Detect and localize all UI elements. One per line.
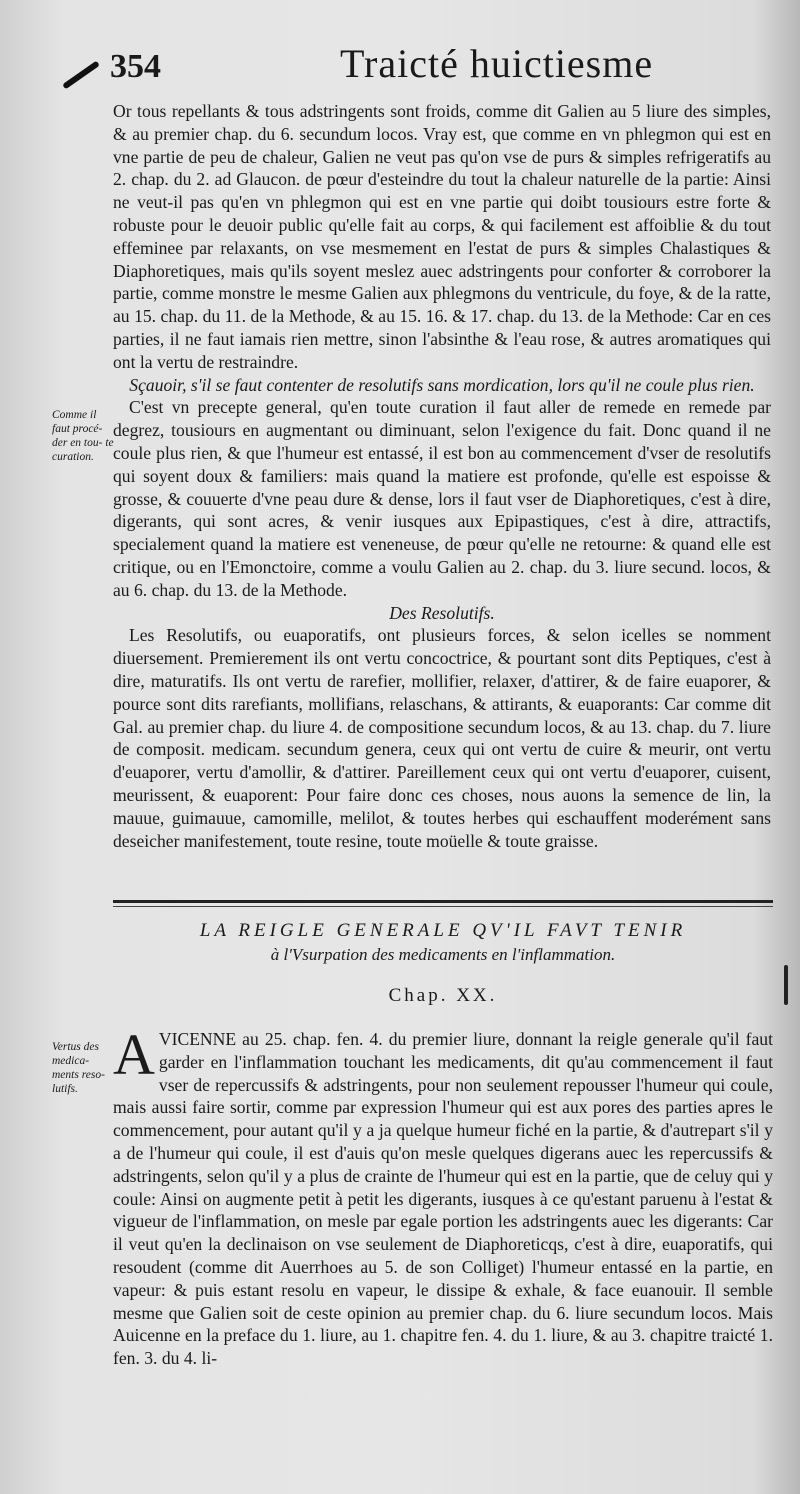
main-text bbox=[113, 100, 771, 852]
drop-cap: A bbox=[113, 1022, 155, 1087]
subheading-des-resolutifs: Des Resolutifs. bbox=[389, 602, 495, 623]
chapter-subtitle: à l'Vsurpation des medicaments en l'inflammation. bbox=[270, 945, 616, 964]
paragraph-3: Les Resolutifs, ou euaporatifs, ont plusieurs forces, & selon icelles se nomment diuersement. Premierement ils ont vertu concoctrice, & pourtant sont dits Peptiques, c'est à dire, maturatifs. Ils ont vertu de rarefier, mollifier, relaxer, d'attirer, & de faire euaporer, & pource sont dits rarefiants, mollifians, relaschans, & attirants, & euaporants: Car comme dit Gal. au premier chap. du liure 4. de compositione secundum locos, & au 13. chap. du 7. liure de composit. medicam. secundum genera, ceux qui ont vertu de cuire & meurir, ont vertu d'euaporer, vertu d'amollir, & d'attirer. Pareillement ceux qui ont vertu d'euaporer, cuisent, meurissent, & euaporent: Pour faire donc ces choses, nous auons la semence de lin, la mauue, guimauue, camomille, melilot, & toutes herbes qui eschauffent moderément sans deseicher manifestement, toute resine, toute moüelle & toute graisse. bbox=[113, 625, 771, 851]
page-number: 354 bbox=[110, 48, 161, 85]
paragraph-1: Or tous repellants & tous adstringents sont froids, comme dit Galien au 5 liure des simples, & au premier chap. du 6. secundum locos. Vray est, que comme en vn phlegmon qui est en vne partie de peu de chaleur, Galien ne veut pas qu'on vse de purs & simples refrigeratifs au 2. chap. du 2. ad Glaucon. de pœur d'esteindre du tout la chaleur naturelle de la partie: Ainsi ne veut-il pas qu'en vn phlegmon qui est en vne partie qui doibt tousiours estre forte & robuste pour le deuoir public qu'elle fait au corps, & qui facilement est affoiblie & du tout effeminee par relaxants, on vse mesmement en l'estat de purs & simples Chalastiques & Diaphoretiques, mais qu'ils soyent meslez auec adstringents pour conforter & corroborer la partie, comme monstre le mesme Galien aux phlegmons du ventricule, du foye, & de la ratte, au 15. chap. du 11. de la Methode, & au 15. 16. & 17. chap. du 13. de la Methode: Car en ces parties, il ne faut iamais rien mettre, sinon l'absinthe & l'eau rose, & autres aromatiques qui ont la vertu de restraindre. bbox=[113, 101, 771, 372]
chapter-number: Chap. XX. bbox=[388, 985, 498, 1006]
chapter-body bbox=[113, 1022, 773, 1370]
paragraph-2: C'est vn precepte general, qu'en toute curation il faut aller de remede en remede par degrez, tousiours en augmentant ou diminuant, selon l'exigence du fait. Donc quand il ne coule plus rien, & que l'humeur est entassé, il est bon au commencement d'vser de resolutifs qui soyent doux & familiers: mais quand la matiere est profonde, qu'elle est espoisse & grosse, & couuerte d'vne peau dure & dense, lors il faut vser de Diaphoretiques, c'est à dire, digerants, qui sont acres, & venir iusques aux Epipastiques, c'est à dire, attractifs, specialement quand la matiere est veneneuse, de pœur qu'elle ne retourne: & quand elle est critique, ou en l'Emonctoire, comme a voulu Galien au 2. chap. du 3. liure secund. locos, & au 6. chap. du 13. de la Methode. bbox=[113, 397, 771, 600]
margin-note-curation: Comme il faut procé- der en tou- te curation. bbox=[52, 409, 114, 463]
binding-mark bbox=[784, 965, 788, 1005]
margin-note-vertus: Vertus des medica- ments reso- lutifs. bbox=[52, 1041, 105, 1095]
page-header bbox=[60, 40, 760, 90]
running-title: Traicté huictiesme bbox=[340, 41, 654, 86]
section-rule-thin bbox=[113, 906, 773, 907]
chapter-text: VICENNE au 25. chap. fen. 4. du premier liure, donnant la reigle generale qu'il faut garder en l'inflammation touchant les medicaments, dit qu'au commencement il faut vser de repercussifs & adstringents, pour non seulement repousser l'humeur qui coule, mais aussi faire sortir, comme par expression l'humeur qui est aux pores des parties apres le commencement, pour autant qu'il y a ja quelque humeur fiché en la partie, & d'autrepart s'il y a de l'humeur qui coule, il est d'auis qu'on mesle quelques digerans auec les repercussifs & adstringents, selon qu'il y a plus de crainte de l'humeur qui est en la partie, que de celuy qui y coule: Ainsi on augmente petit à petit les digerants, iusques à ce qu'estant paruenu à l'estat & vigueur de l'inflammation, on mesle par egale portion les adstringents auec les digerants: Car il veut qu'en la declinaison on vse seulement de Diaphoreticqs, c'est à dire, euaporatifs, qui resoudent (comme dit Auerrhoes au 5. de son Colliget) l'humeur entassé en la partie, en vapeur: & puis estant resolu en vapeur, le dissipe & exhale, & face euanouir. Il semble mesme que Galien soit de ceste opinion au premier chap. du 6. liure secundum locos. Mais Auicenne en la preface du 1. liure, au 1. chapitre fen. 4. du 1. liure, & au 3. chapitre traicté 1. fen. 3. du 4. li- bbox=[113, 1029, 773, 1369]
subheading-resolutifs-question: Sçauoir, s'il se faut contenter de resolutifs sans mordication, lors qu'il ne coule plus rien. bbox=[129, 374, 755, 395]
section-rule bbox=[113, 900, 773, 903]
chapter-title: LA REIGLE GENERALE QV'IL FAVT TENIR bbox=[199, 920, 687, 941]
